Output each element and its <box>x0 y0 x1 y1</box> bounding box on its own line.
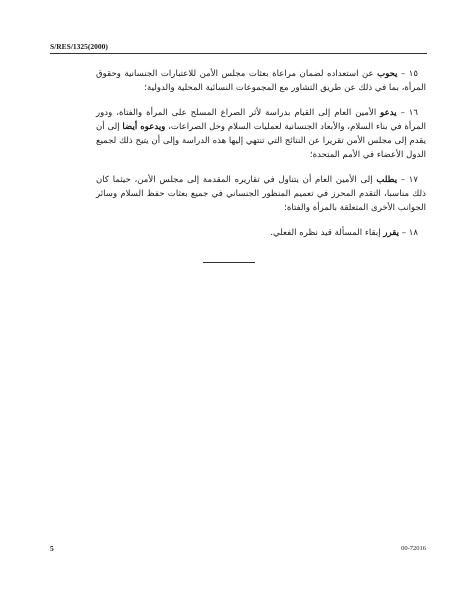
operative-verb: يطلب <box>376 174 398 185</box>
paragraph-number: ١٦ <box>408 107 419 118</box>
paragraph-text: الأمين العام إلى القيام بدراسة لأثر الصراع المسلح على المرأة والفتاة، ودور المرأة في بناء السلام، والأبعاد الجنسانية لعمليات السلام وحل الصراعات، <box>96 107 426 132</box>
paragraph-number: ١٥ <box>408 69 419 79</box>
paragraph-16 <box>96 106 426 163</box>
closing-rule <box>203 262 255 263</box>
operative-verb: يقرر <box>383 227 399 238</box>
resolution-body <box>96 67 426 250</box>
paragraph-dash: – <box>401 227 407 238</box>
paragraph-text-continued: إلى أن يقدم إلى مجلس الأمن تقريرا عن النتائج التي تنتهي إليها هذه الدراسة وإلى أن يتيح ذلك لجميع الدول الأعضاء في الأمم المتحدة؛ <box>96 121 426 161</box>
document-symbol: S/RES/1325(2000) <box>50 42 108 51</box>
paragraph-15 <box>96 67 426 96</box>
paragraph-text: إلى الأمين العام أن يتناول في تقاريره المقدمة إلى مجلس الأمن، حيثما كان ذلك مناسبا، التقدم المحرز في تعميم المنظور الجنساني في جميع بعثات حفظ السلام وسائر الجوانب الأخرى المتعلقة بالمرأة والفتاة؛ <box>96 174 426 214</box>
paragraph-18 <box>96 226 426 240</box>
paragraph-dash: – <box>400 107 405 118</box>
operative-verb-secondary: ويدعوه أيضا <box>122 121 166 132</box>
paragraph-text: عن استعداده لضمان مراعاة بعثات مجلس الأمن للاعتبارات الجنسانية وحقوق المرأة، بما في ذلك عن طريق التشاور مع المجموعات النسائية المحلية والدولية؛ <box>96 69 426 94</box>
page-number: 5 <box>50 544 54 553</box>
operative-verb: يحوب <box>377 69 398 79</box>
job-number: 00-72016 <box>401 545 426 552</box>
header-rule <box>50 53 427 54</box>
paragraph-number: ١٧ <box>408 174 419 185</box>
operative-verb: يدعو <box>380 107 397 118</box>
paragraph-dash: – <box>401 69 406 79</box>
paragraph-dash: – <box>400 174 406 185</box>
paragraph-17 <box>96 173 426 216</box>
paragraph-number: ١٨ <box>408 227 418 238</box>
paragraph-text: إبقاء المسألة قيد نظره الفعلي. <box>270 227 381 238</box>
